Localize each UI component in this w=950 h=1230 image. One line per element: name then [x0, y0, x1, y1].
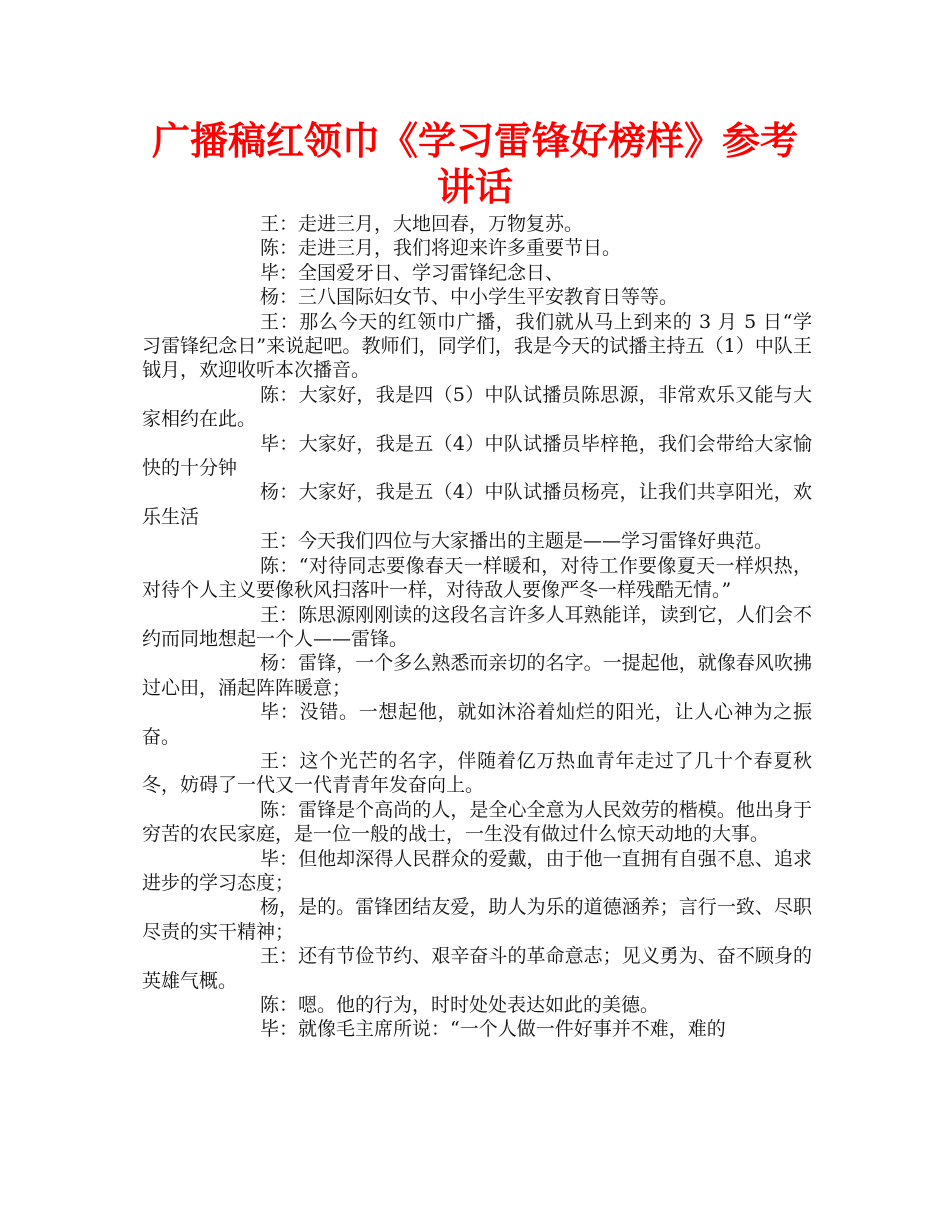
paragraph: 王：走进三月，大地回春，万物复苏。	[260, 213, 584, 235]
paragraph: 毕：没错。一想起他，就如沐浴着灿烂的阳光，让人心神为之振奋。	[142, 701, 812, 748]
paragraph: 陈：走进三月，我们将迎来许多重要节日。	[260, 237, 622, 260]
paragraph: 王：陈思源刚刚读的这段名言许多人耳熟能详，读到它，人们会不约而同地想起一个人——雷锋。	[142, 603, 812, 650]
paragraph: 王：今天我们四位与大家播出的主题是——学习雷锋好典范。	[260, 530, 774, 553]
paragraph: 陈：雷锋是个高尚的人，是全心全意为人民效劳的楷模。他出身于穷苦的农民家庭，是一位一般的战士，一生没有做过什么惊天动地的大事。	[142, 798, 812, 846]
document-title: 广播稿红领巾《学习雷锋好榜样》参考讲话	[151, 119, 798, 209]
paragraph: 陈：嗯。他的行为，时时处处表达如此的美德。	[260, 994, 660, 1016]
paragraph: 杨：大家好，我是五（4）中队试播员杨亮，让我们共享阳光，欢乐生活	[142, 481, 812, 528]
paragraph: 毕：但他却深得人民群众的爱戴，由于他一直拥有自强不息、追求进步的学习态度；	[142, 847, 812, 894]
paragraph: 陈：“对待同志要像春天一样暖和，对待工作要像夏天一样炽热，对待个人主义要像秋风扫落叶一样，对待敌人要像严冬一样残酷无情。”	[142, 554, 812, 602]
paragraph: 王：还有节俭节约、艰辛奋斗的革命意志；见义勇为、奋不顾身的英雄气概。	[142, 945, 812, 992]
document-body	[142, 212, 812, 1042]
paragraph: 王：这个光芒的名字，伴随着亿万热血青年走过了几十个春夏秋冬，妨碍了一代又一代青青年发奋向上。	[142, 749, 812, 797]
paragraph: 陈：大家好，我是四（5）中队试播员陈思源，非常欢乐又能与大家相约在此。	[142, 383, 812, 431]
paragraph: 毕：大家好，我是五（4）中队试播员毕梓艳，我们会带给大家愉快的十分钟	[142, 432, 812, 480]
paragraph: 杨：三八国际妇女节、中小学生平安教育日等等。	[260, 286, 679, 309]
paragraph: 杨，是的。雷锋团结友爱，助人为乐的道德涵养；言行一致、尽职尽责的实干精神；	[142, 896, 812, 943]
paragraph: 王：那么今天的红领巾广播，我们就从马上到来的 3 月 5 日“学习雷锋纪念日”来说起吧。教师们，同学们，我是今天的试播主持五（1）中队王钺月，欢迎收听本次播音。	[142, 310, 812, 382]
paragraph: 毕：全国爱牙日、学习雷锋纪念日、	[260, 261, 565, 284]
paragraph: 毕：就像毛主席所说：“一个人做一件好事并不难，难的	[260, 1018, 726, 1041]
paragraph: 杨：雷锋，一个多么熟悉而亲切的名字。一提起他，就像春风吹拂过心田，涌起阵阵暖意；	[142, 652, 812, 699]
